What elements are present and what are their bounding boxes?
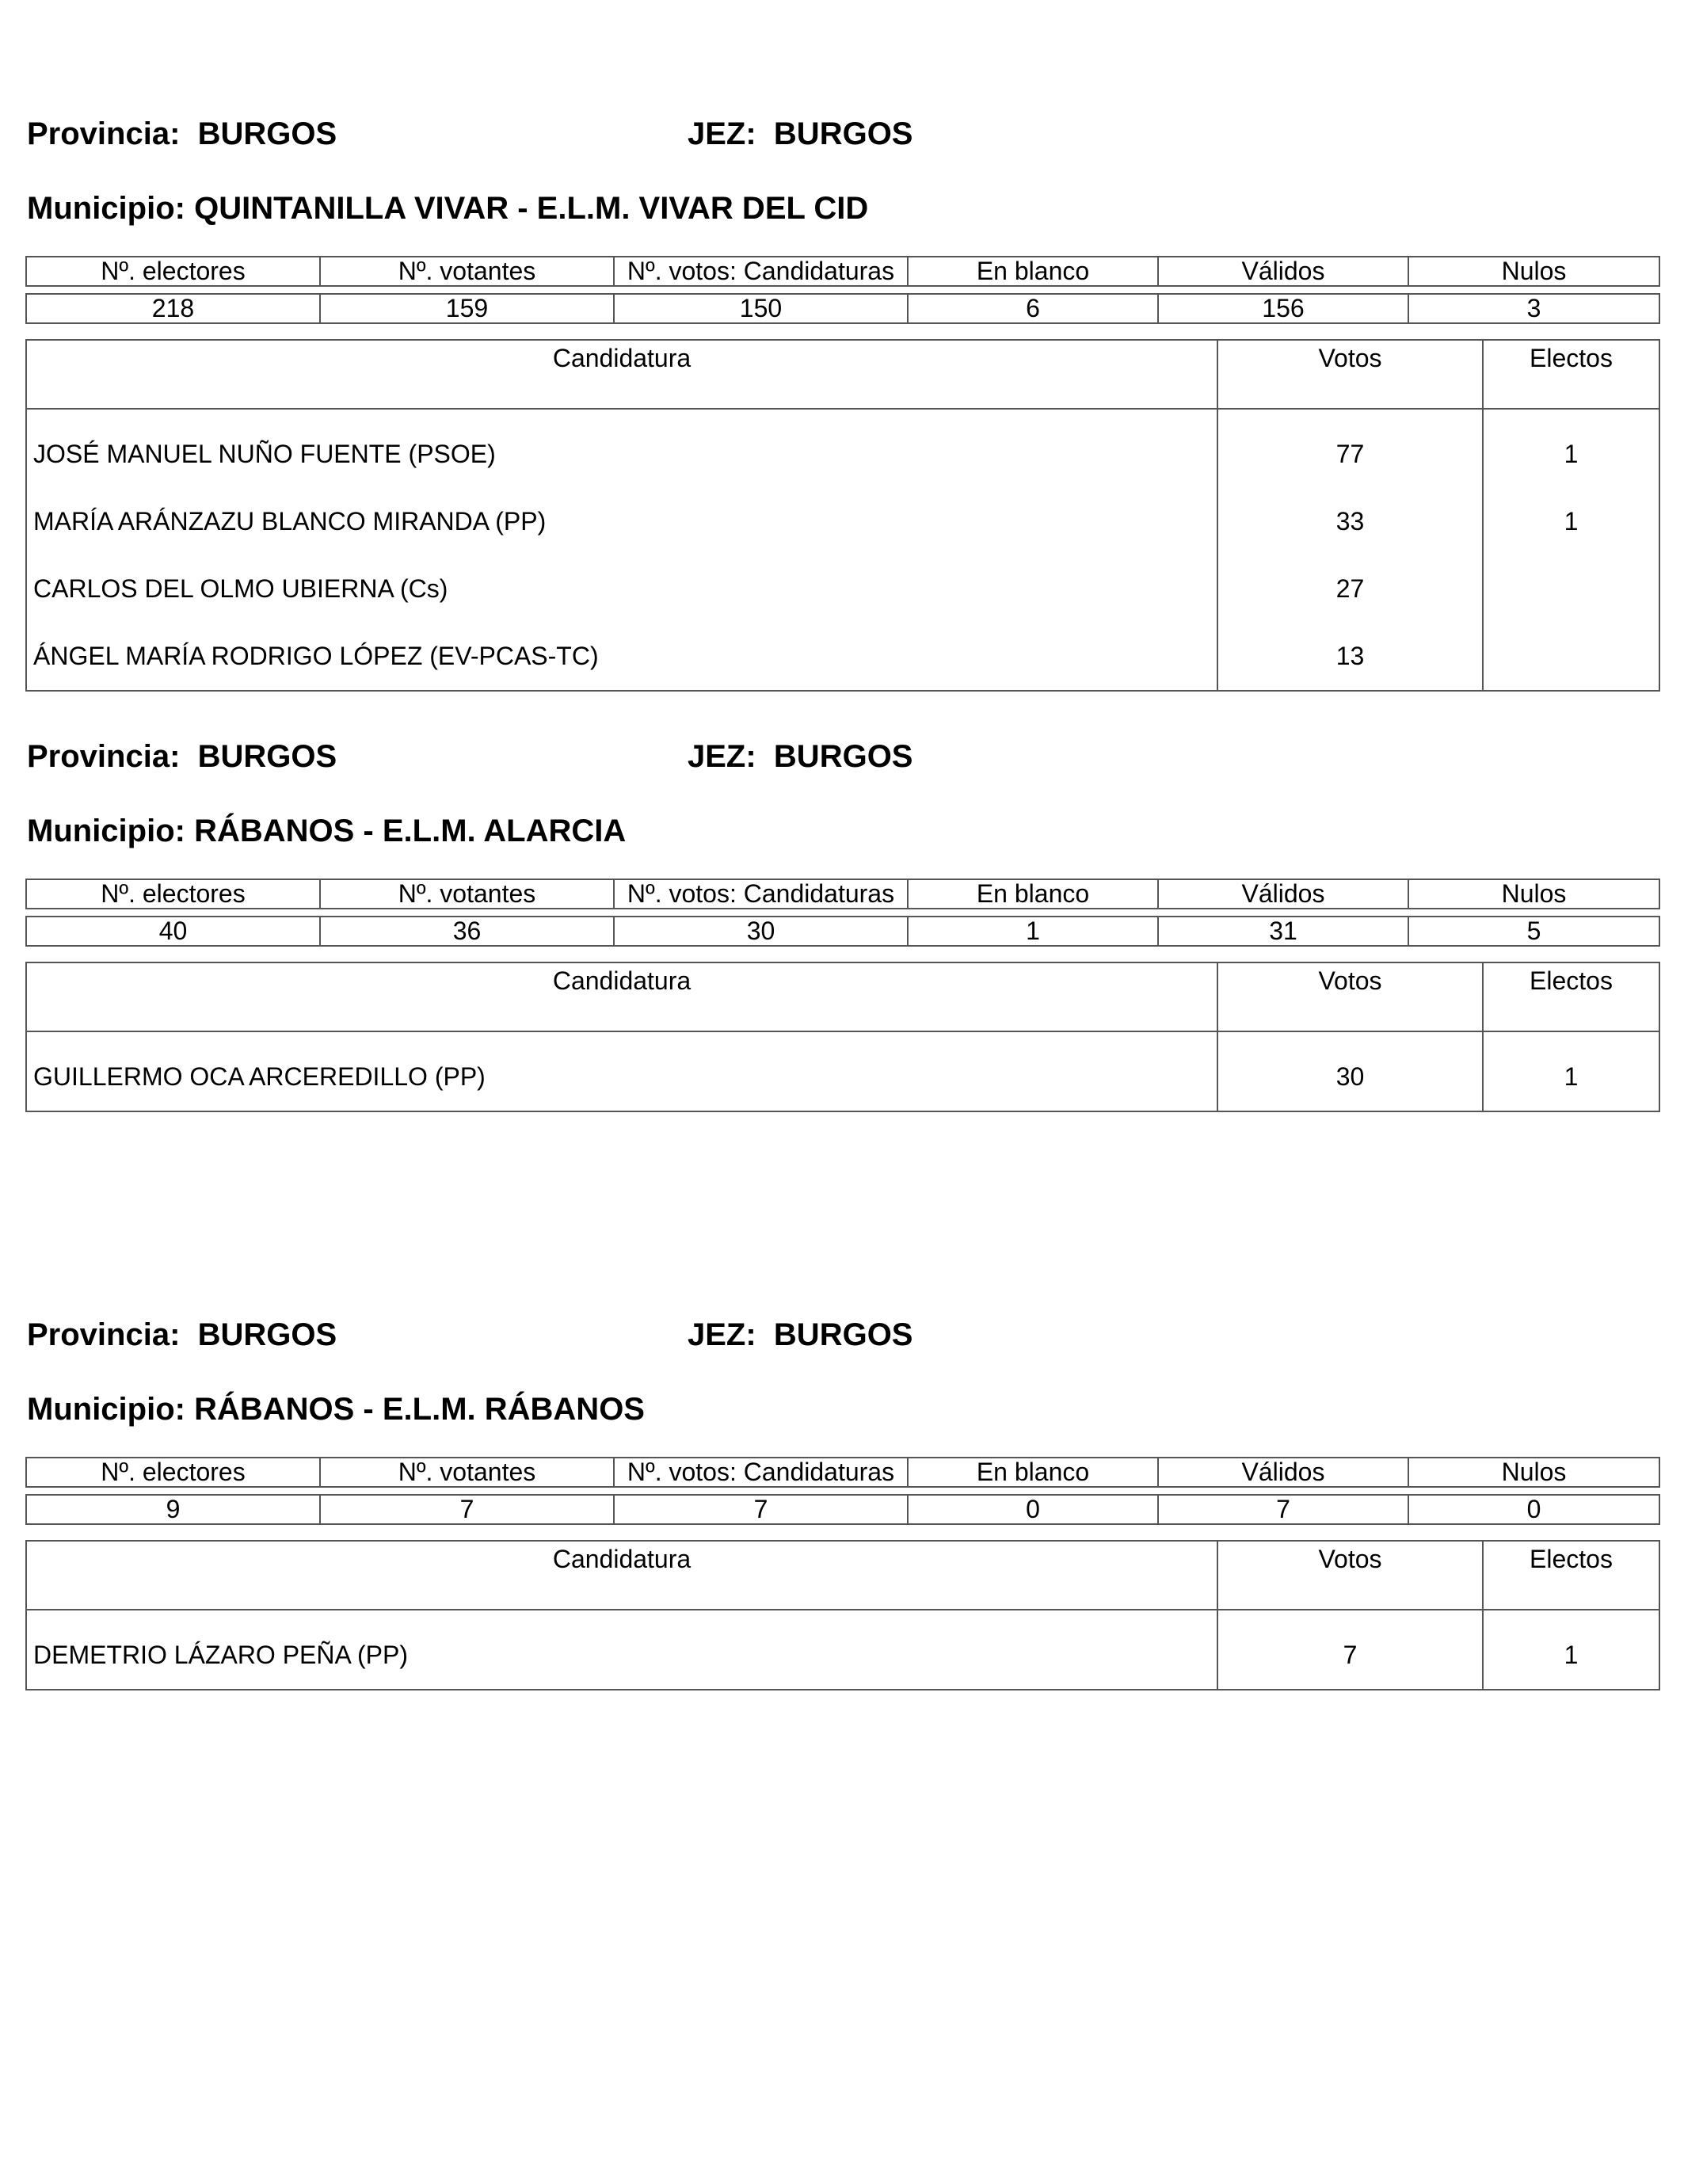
municipio-value: QUINTANILLA VIVAR - E.L.M. VIVAR DEL CID [194,191,869,226]
provincia-line [27,1316,337,1354]
candidates-header-row [26,962,1659,1031]
header-electores: Nº. electores [26,257,320,286]
summary-value-row [26,1495,1659,1524]
summary-header-row [26,1458,1659,1487]
candidate-name: GUILLERMO OCA ARCEREDILLO (PP) [26,1043,1217,1111]
value-votos-candidaturas: 150 [614,294,908,323]
candidate-electos [1483,555,1659,623]
candidates-table [25,339,1660,692]
candidate-name: MARÍA ARÁNZAZU BLANCO MIRANDA (PP) [26,488,1217,555]
summary-value-row [26,294,1659,323]
jez-label: JEZ: [688,116,756,151]
candidate-votos: 27 [1217,555,1483,623]
header-nulos: Nulos [1408,1458,1659,1487]
header-votos: Votos [1217,962,1483,1031]
municipio-label: Municipio: [27,191,185,226]
candidate-votos: 33 [1217,488,1483,555]
value-electores: 40 [26,917,320,946]
header-nulos: Nulos [1408,879,1659,909]
provincia-value: BURGOS [197,739,337,774]
value-validos: 7 [1158,1495,1408,1524]
candidate-row [26,488,1659,555]
candidate-votos: 7 [1217,1622,1483,1690]
header-votos: Votos [1217,1541,1483,1610]
header-candidatura: Candidatura [26,962,1217,1031]
header-electores: Nº. electores [26,1458,320,1487]
provincia-label: Provincia: [27,1317,181,1352]
header-en-blanco: En blanco [908,879,1158,909]
candidate-votos: 77 [1217,421,1483,488]
candidate-row [26,1622,1659,1690]
value-nulos: 0 [1408,1495,1659,1524]
value-en-blanco: 1 [908,917,1158,946]
candidate-row [26,555,1659,623]
value-votantes: 36 [320,917,614,946]
municipio-line [27,812,626,850]
candidate-row [26,1043,1659,1111]
header-electos: Electos [1483,962,1659,1031]
value-nulos: 5 [1408,917,1659,946]
summary-header-row [26,257,1659,286]
candidates-table [25,1540,1660,1690]
candidate-votos: 30 [1217,1043,1483,1111]
header-votantes: Nº. votantes [320,257,614,286]
summary-header-row [26,879,1659,909]
candidate-row [26,623,1659,691]
jez-line [688,1316,913,1354]
header-nulos: Nulos [1408,257,1659,286]
value-en-blanco: 6 [908,294,1158,323]
header-electos: Electos [1483,340,1659,409]
candidate-electos [1483,623,1659,691]
provincia-line [27,115,337,153]
candidate-name: DEMETRIO LÁZARO PEÑA (PP) [26,1622,1217,1690]
jez-line [688,115,913,153]
header-votos-candidaturas: Nº. votos: Candidaturas [614,879,908,909]
municipio-value: RÁBANOS - E.L.M. RÁBANOS [194,1392,645,1427]
jez-line [688,738,913,776]
jez-label: JEZ: [688,739,756,774]
header-validos: Válidos [1158,1458,1408,1487]
candidate-name: JOSÉ MANUEL NUÑO FUENTE (PSOE) [26,421,1217,488]
header-votos-candidaturas: Nº. votos: Candidaturas [614,1458,908,1487]
summary-table [25,879,1660,947]
provincia-line [27,738,337,776]
jez-value: BURGOS [773,1317,913,1352]
candidates-table [25,962,1660,1112]
header-candidatura: Candidatura [26,340,1217,409]
header-en-blanco: En blanco [908,1458,1158,1487]
jez-value: BURGOS [773,116,913,151]
municipio-value: RÁBANOS - E.L.M. ALARCIA [194,814,627,848]
value-votos-candidaturas: 30 [614,917,908,946]
header-votos-candidaturas: Nº. votos: Candidaturas [614,257,908,286]
provincia-value: BURGOS [197,1317,337,1352]
summary-table [25,1457,1660,1525]
value-en-blanco: 0 [908,1495,1158,1524]
candidate-electos: 1 [1483,1622,1659,1690]
jez-label: JEZ: [688,1317,756,1352]
candidate-name: ÁNGEL MARÍA RODRIGO LÓPEZ (EV-PCAS-TC) [26,623,1217,691]
municipio-label: Municipio: [27,814,185,848]
header-votantes: Nº. votantes [320,879,614,909]
value-electores: 218 [26,294,320,323]
header-validos: Válidos [1158,257,1408,286]
candidates-header-row [26,1541,1659,1610]
header-electores: Nº. electores [26,879,320,909]
header-votos: Votos [1217,340,1483,409]
value-votantes: 7 [320,1495,614,1524]
header-validos: Válidos [1158,879,1408,909]
candidate-electos: 1 [1483,1043,1659,1111]
summary-value-row [26,917,1659,946]
header-en-blanco: En blanco [908,257,1158,286]
value-electores: 9 [26,1495,320,1524]
provincia-label: Provincia: [27,116,181,151]
jez-value: BURGOS [773,739,913,774]
header-votantes: Nº. votantes [320,1458,614,1487]
candidate-row [26,421,1659,488]
value-validos: 156 [1158,294,1408,323]
provincia-label: Provincia: [27,739,181,774]
value-votantes: 159 [320,294,614,323]
summary-table [25,256,1660,324]
municipio-line [27,189,868,227]
header-candidatura: Candidatura [26,1541,1217,1610]
municipio-line [27,1390,645,1428]
candidate-electos: 1 [1483,488,1659,555]
value-validos: 31 [1158,917,1408,946]
value-nulos: 3 [1408,294,1659,323]
header-electos: Electos [1483,1541,1659,1610]
candidate-electos: 1 [1483,421,1659,488]
provincia-value: BURGOS [197,116,337,151]
value-votos-candidaturas: 7 [614,1495,908,1524]
candidates-header-row [26,340,1659,409]
candidate-votos: 13 [1217,623,1483,691]
candidate-name: CARLOS DEL OLMO UBIERNA (Cs) [26,555,1217,623]
municipio-label: Municipio: [27,1392,185,1427]
